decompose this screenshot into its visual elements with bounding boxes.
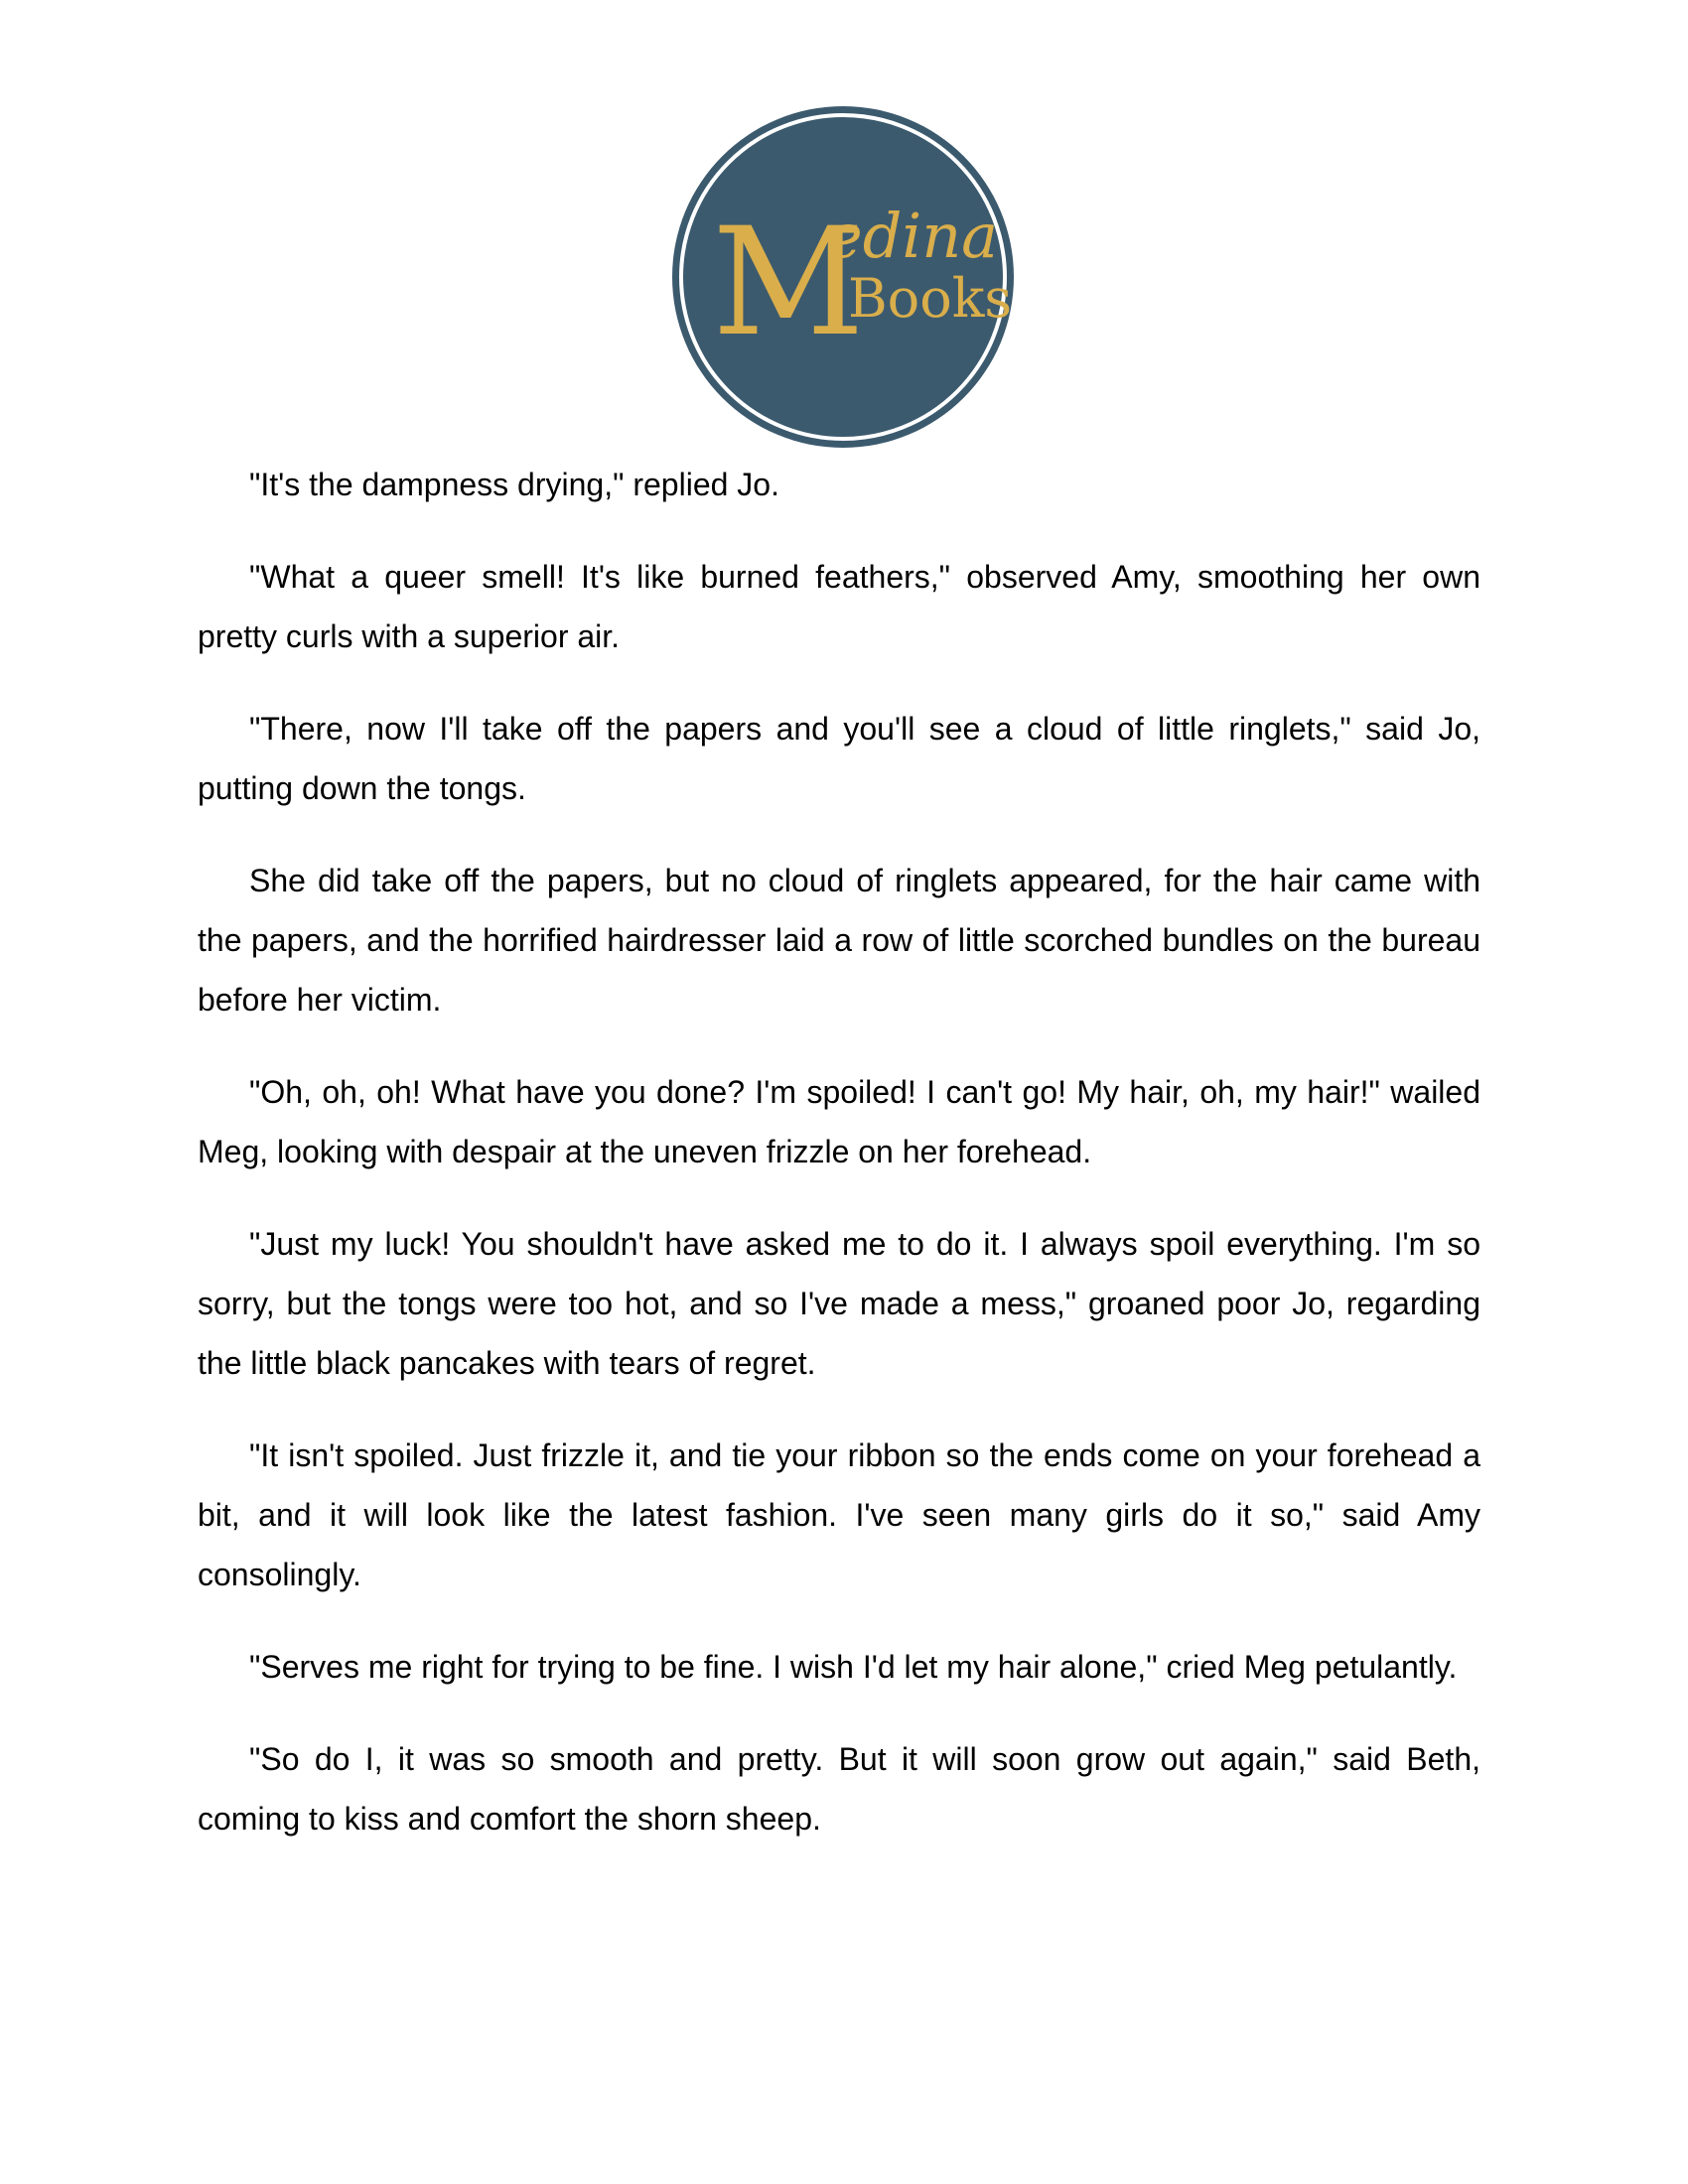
logo-word-books: Books [848,267,1013,330]
logo-emblem [669,103,1017,451]
paragraph-8: "Serves me right for trying to be fine. I wish I'd let my hair alone," cried Meg petulantly. [249,1649,1458,1685]
paragraph-5: "Oh, oh, oh! What have you done? I'm spoiled! I can't go! My hair, oh, my hair!" wailed Meg, looking with despair at the uneven frizzle on her forehead. [198,1074,1480,1169]
paragraph-4: She did take off the papers, but no cloud of ringlets appeared, for the hair came with the papers, and the horrified hairdresser laid a row of little scorched bundles on the bureau before her victim. [198,863,1480,1018]
paragraph-9: "So do I, it was so smooth and pretty. But it will soon grow out again," said Beth, coming to kiss and comfort the shorn sheep. [198,1741,1480,1837]
paragraph-2: "What a queer smell! It's like burned feathers," observed Amy, smoothing her own pretty curls with a superior air. [198,559,1480,654]
medina-books-logo [669,103,1017,451]
paragraph-7: "It isn't spoiled. Just frizzle it, and tie your ribbon so the ends come on your forehead a bit, and it will look like the latest fashion. I've seen many girls do it so," said Amy consolingly. [198,1437,1480,1592]
page-body [198,455,1480,1881]
logo-word-edina: edina [826,200,999,272]
paragraph-1: "It's the dampness drying," replied Jo. [249,467,779,502]
paragraph-3: "There, now I'll take off the papers and you'll see a cloud of little ringlets," said Jo, putting down the tongs. [198,711,1480,806]
logo-initial: M [712,197,865,369]
paragraph-6: "Just my luck! You shouldn't have asked me to do it. I always spoil everything. I'm so sorry, but the tongs were too hot, and so I've made a mess," groaned poor Jo, regarding the little black pancakes with tears of regret. [198,1226,1480,1381]
